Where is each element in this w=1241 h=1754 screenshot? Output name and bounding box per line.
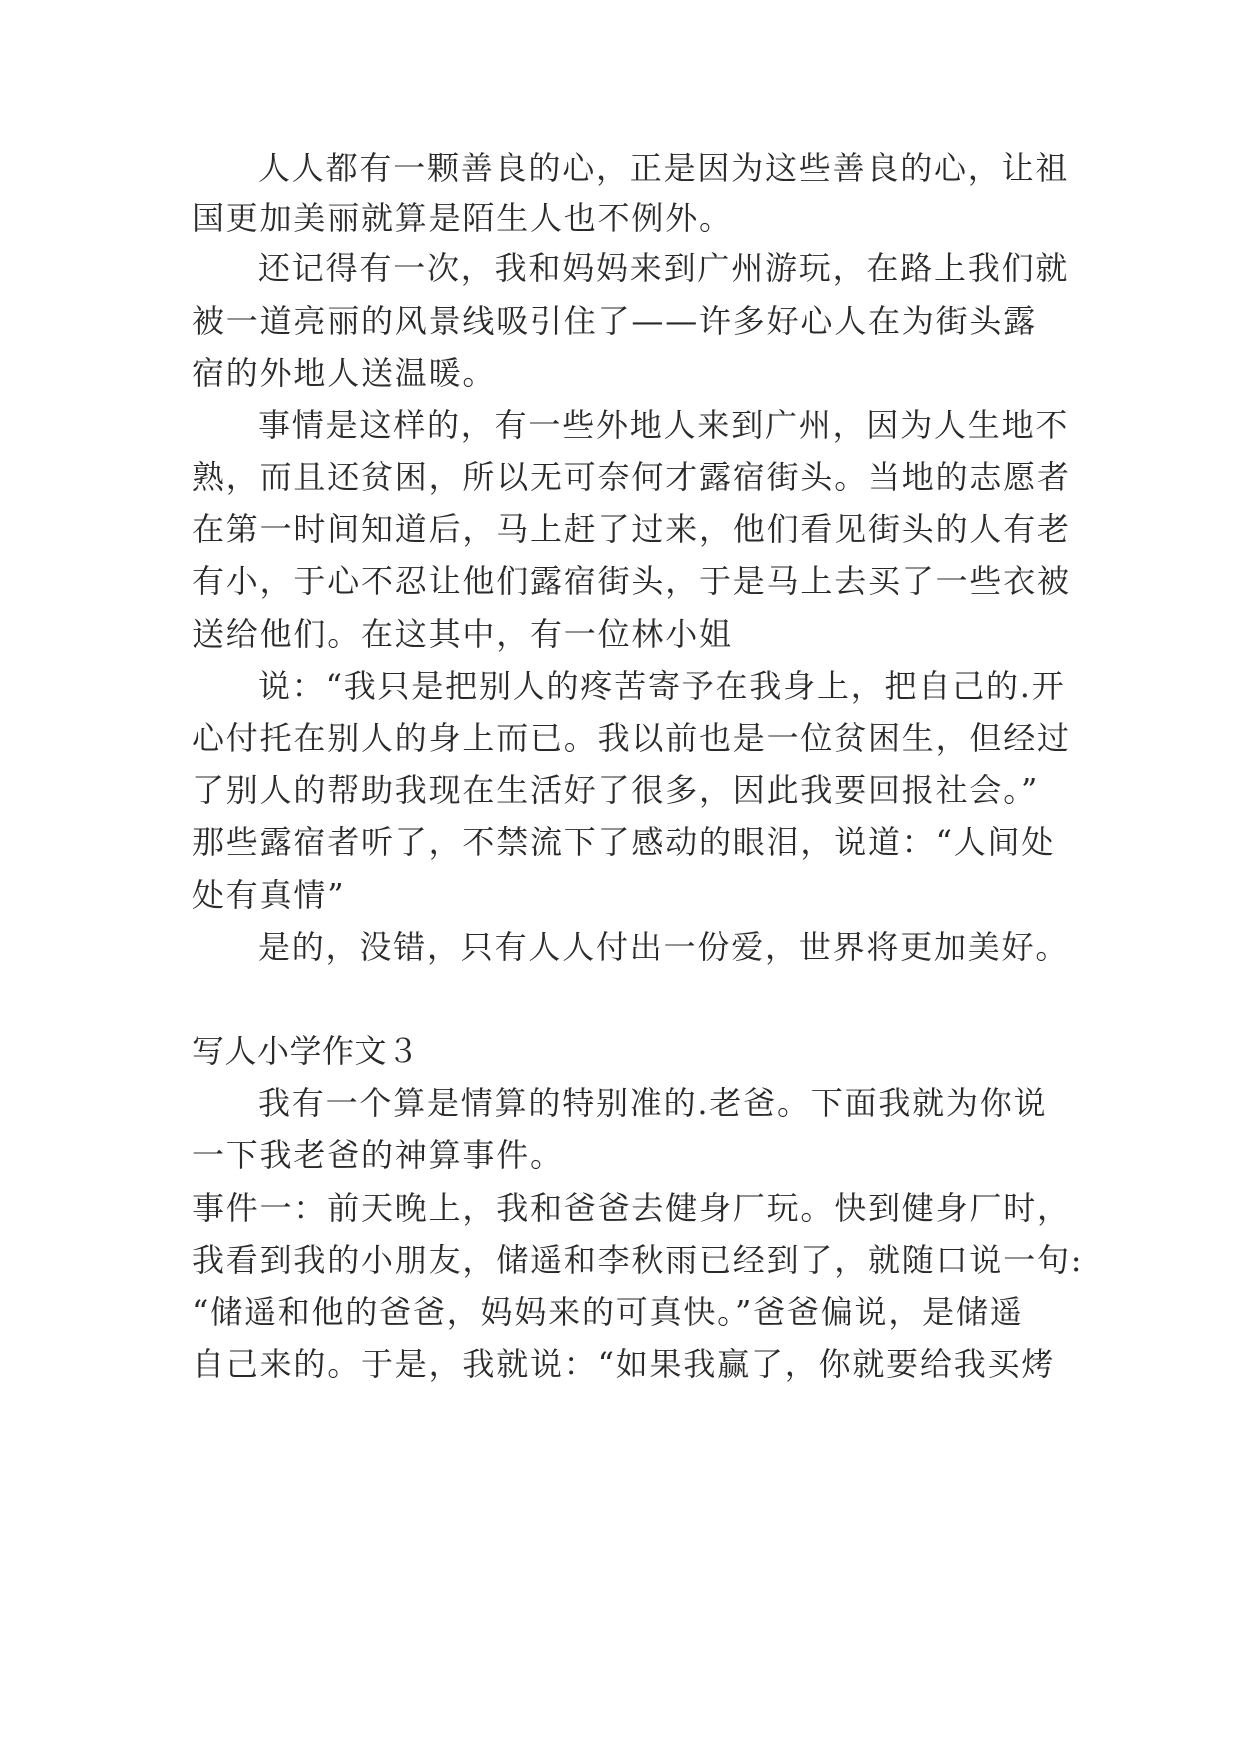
paragraph-1-line-2: 国更加美丽就算是陌生人也不例外。 [192,199,733,237]
paragraph-4-line-1: 说：“我只是把别人的疼苦寄予在我身上，把自己的.开 [258,667,1066,705]
paragraph-4-line-3: 了别人的帮助我现在生活好了很多，因此我要回报社会。” [192,771,1040,809]
paragraph-7-line-4: 自己来的。于是，我就说：“如果我赢了，你就要给我买烤 [192,1345,1056,1383]
paragraph-2-line-3: 宿的外地人送温暖。 [192,354,497,392]
paragraph-4-line-2: 心付托在别人的身上而已。我以前也是一位贫困生，但经过 [192,719,1071,757]
paragraph-3-line-4: 有小，于心不忍让他们露宿街头，于是马上去买了一些衣被 [192,562,1071,600]
paragraph-1-line-1: 人人都有一颗善良的心，正是因为这些善良的心，让祖 [258,149,1070,187]
paragraph-7-line-2: 我看到我的小朋友，储遥和李秋雨已经到了，就随口说一句: [192,1241,1084,1279]
paragraph-6-line-2: 一下我老爸的神算事件。 [192,1136,564,1174]
paragraph-7-line-1: 事件一：前天晚上，我和爸爸去健身厂玩。快到健身厂时， [192,1189,1071,1227]
paragraph-4-line-4: 那些露宿者听了，不禁流下了感动的眼泪，说道：“人间处 [192,823,1056,861]
paragraph-2-line-1: 还记得有一次，我和妈妈来到广州游玩，在路上我们就 [258,249,1070,287]
section-heading: 写人小学作文３ [192,1032,420,1070]
paragraph-2-line-2: 被一道亮丽的风景线吸引住了——许多好心人在为街头露 [192,302,1038,340]
paragraph-5-line-1: 是的，没错，只有人人付出一份爱，世界将更加美好。 [258,928,1070,966]
paragraph-3-line-1: 事情是这样的，有一些外地人来到广州，因为人生地不 [258,406,1070,444]
paragraph-7-line-3: “储遥和他的爸爸，妈妈来的可真快。”爸爸偏说，是储遥 [192,1293,1024,1331]
paragraph-4-line-5: 处有真情” [192,876,346,914]
paragraph-3-line-5: 送给他们。在这其中，有一位林小姐 [192,615,733,653]
paragraph-6-line-1: 我有一个算是情算的特别准的.老爸。下面我就为你说 [258,1084,1048,1122]
paragraph-3-line-3: 在第一时间知道后，马上赶了过来，他们看见街头的人有老 [192,510,1071,548]
paragraph-3-line-2: 熟，而且还贫困，所以无可奈何才露宿街头。当地的志愿者 [192,458,1071,496]
